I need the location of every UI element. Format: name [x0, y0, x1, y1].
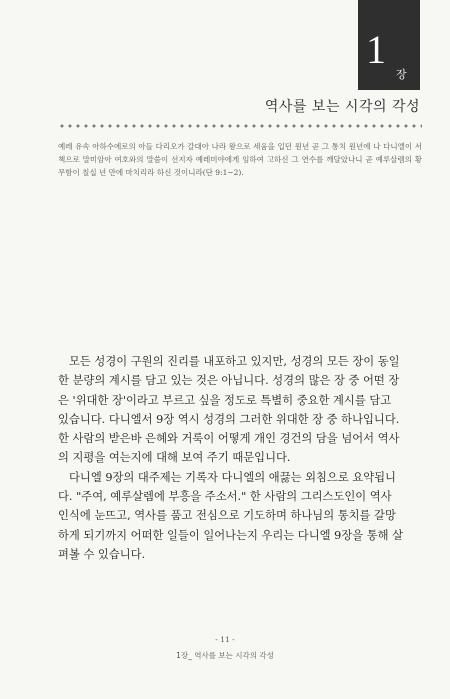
chapter-title: 역사를 보는 시각의 각성: [264, 99, 420, 115]
text-line: 한 사람의 받은바 은혜와 거룩이 어떻게 개인 경건의 담을 넘어서 역사: [58, 432, 400, 446]
body-text: [58, 352, 424, 564]
text-line: 있습니다. 다니엘서 9장 역시 성경의 그러한 위대한 장 중 하나입니다.: [58, 412, 400, 426]
text-line: 모든 성경이 구원의 진리를 내포하고 있지만, 성경의 모든 장이 동일: [69, 355, 400, 368]
text-line: 하게 되기까지 어떠한 일들이 일어나는지 우리는 다니엘 9장을 통해 살: [58, 528, 404, 542]
chapter-tab: [358, 0, 420, 90]
text-line: 펴볼 수 있습니다.: [58, 547, 146, 561]
text-line: 인식에 눈뜨고, 역사를 품고 전심으로 기도하며 하나님의 통치를 갈망: [58, 509, 396, 523]
text-line: 의 지평을 여는지에 대해 보여 주기 때문입니다.: [58, 451, 291, 465]
page-number: - 11 -: [215, 635, 235, 644]
paragraph-1: [58, 352, 424, 468]
text-line: 다니엘 9장의 대주제는 기록자 다니엘의 애끓는 외침으로 요약됩니: [69, 470, 396, 484]
dotted-divider: [58, 124, 422, 128]
chapter-word: 장: [396, 68, 407, 81]
running-footer: 1장_ 역사를 보는 시각의 각성: [176, 651, 274, 660]
text-line: 다. "주여, 예루살렘에 부흥을 주소서." 한 사람의 그리스도인이 역사: [58, 490, 392, 504]
text-line: 은 '위대한 장'이라고 부르고 싶을 정도로 특별히 중요한 계시를 담고: [58, 393, 392, 407]
paragraph-2: [58, 468, 424, 564]
chapter-number: 1: [366, 27, 386, 72]
text-line: 한 분량의 계시를 담고 있는 것은 아닙니다. 성경의 많은 장 중 어떤 장: [58, 374, 400, 388]
epigraph-scripture: 예레 유속 아하수에로의 아들 다리오가 갈대아 나라 왕으로 세움을 입던 원년 곧 그 통치 원년에 나 다니엘이 서책으로 말미암아 여호와의 말씀이 선지자 예레미야에게 임하여 고하신 그 연수를 깨달았나니 곧 예루살렘의 황무함이 칠십 년 만에 마치리라 하신 것이니라(단 9:1~2).: [58, 142, 422, 177]
